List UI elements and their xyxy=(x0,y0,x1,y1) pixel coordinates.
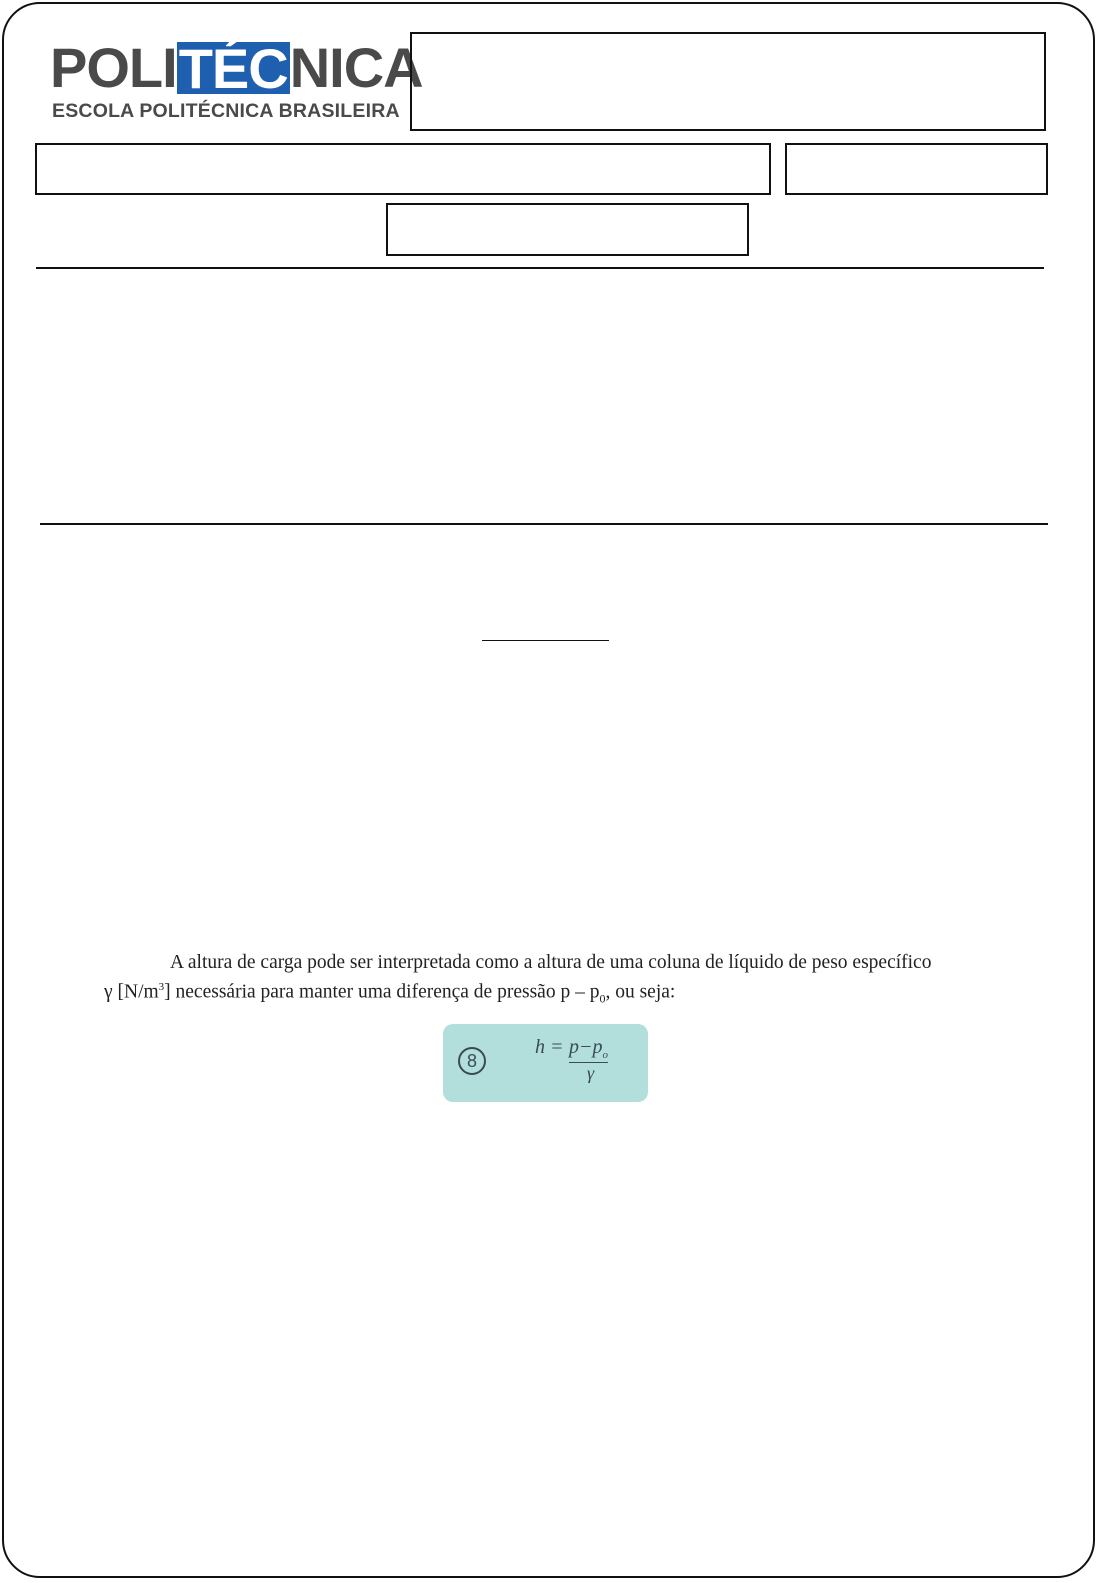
section-divider xyxy=(40,523,1048,525)
logo-subtitle: ESCOLA POLITÉCNICA BRASILEIRA xyxy=(52,100,400,122)
header-title-box[interactable] xyxy=(410,32,1046,131)
equation-number: 8 xyxy=(458,1047,486,1075)
logo-word-end: NICA xyxy=(289,36,423,99)
equation-denominator: γ xyxy=(587,1063,595,1083)
paragraph-line-1: A altura de carga pode ser interpretada como a altura de uma coluna de líquido de peso específico xyxy=(170,952,932,973)
logo-word-highlight: TÉC xyxy=(178,37,288,100)
header-divider xyxy=(36,267,1044,269)
logo-word-start: POLI xyxy=(50,36,177,99)
logo-wordmark xyxy=(50,36,423,100)
short-rule xyxy=(482,640,609,641)
equation-numerator: $p-p_o$ xyxy=(569,1036,608,1061)
body-paragraph xyxy=(104,951,999,1010)
student-name-box[interactable] xyxy=(35,143,771,195)
date-box[interactable] xyxy=(785,143,1048,195)
paragraph-line-2: γ $[N/m^3]$ necessária para manter uma diferença de pressão p – $p_0$, ou seja: xyxy=(104,981,676,1006)
equation-body xyxy=(535,1036,625,1092)
school-logo xyxy=(50,36,423,124)
grade-box[interactable] xyxy=(386,203,749,256)
formula-card xyxy=(443,1024,648,1102)
equation-lhs: h = xyxy=(535,1036,564,1058)
